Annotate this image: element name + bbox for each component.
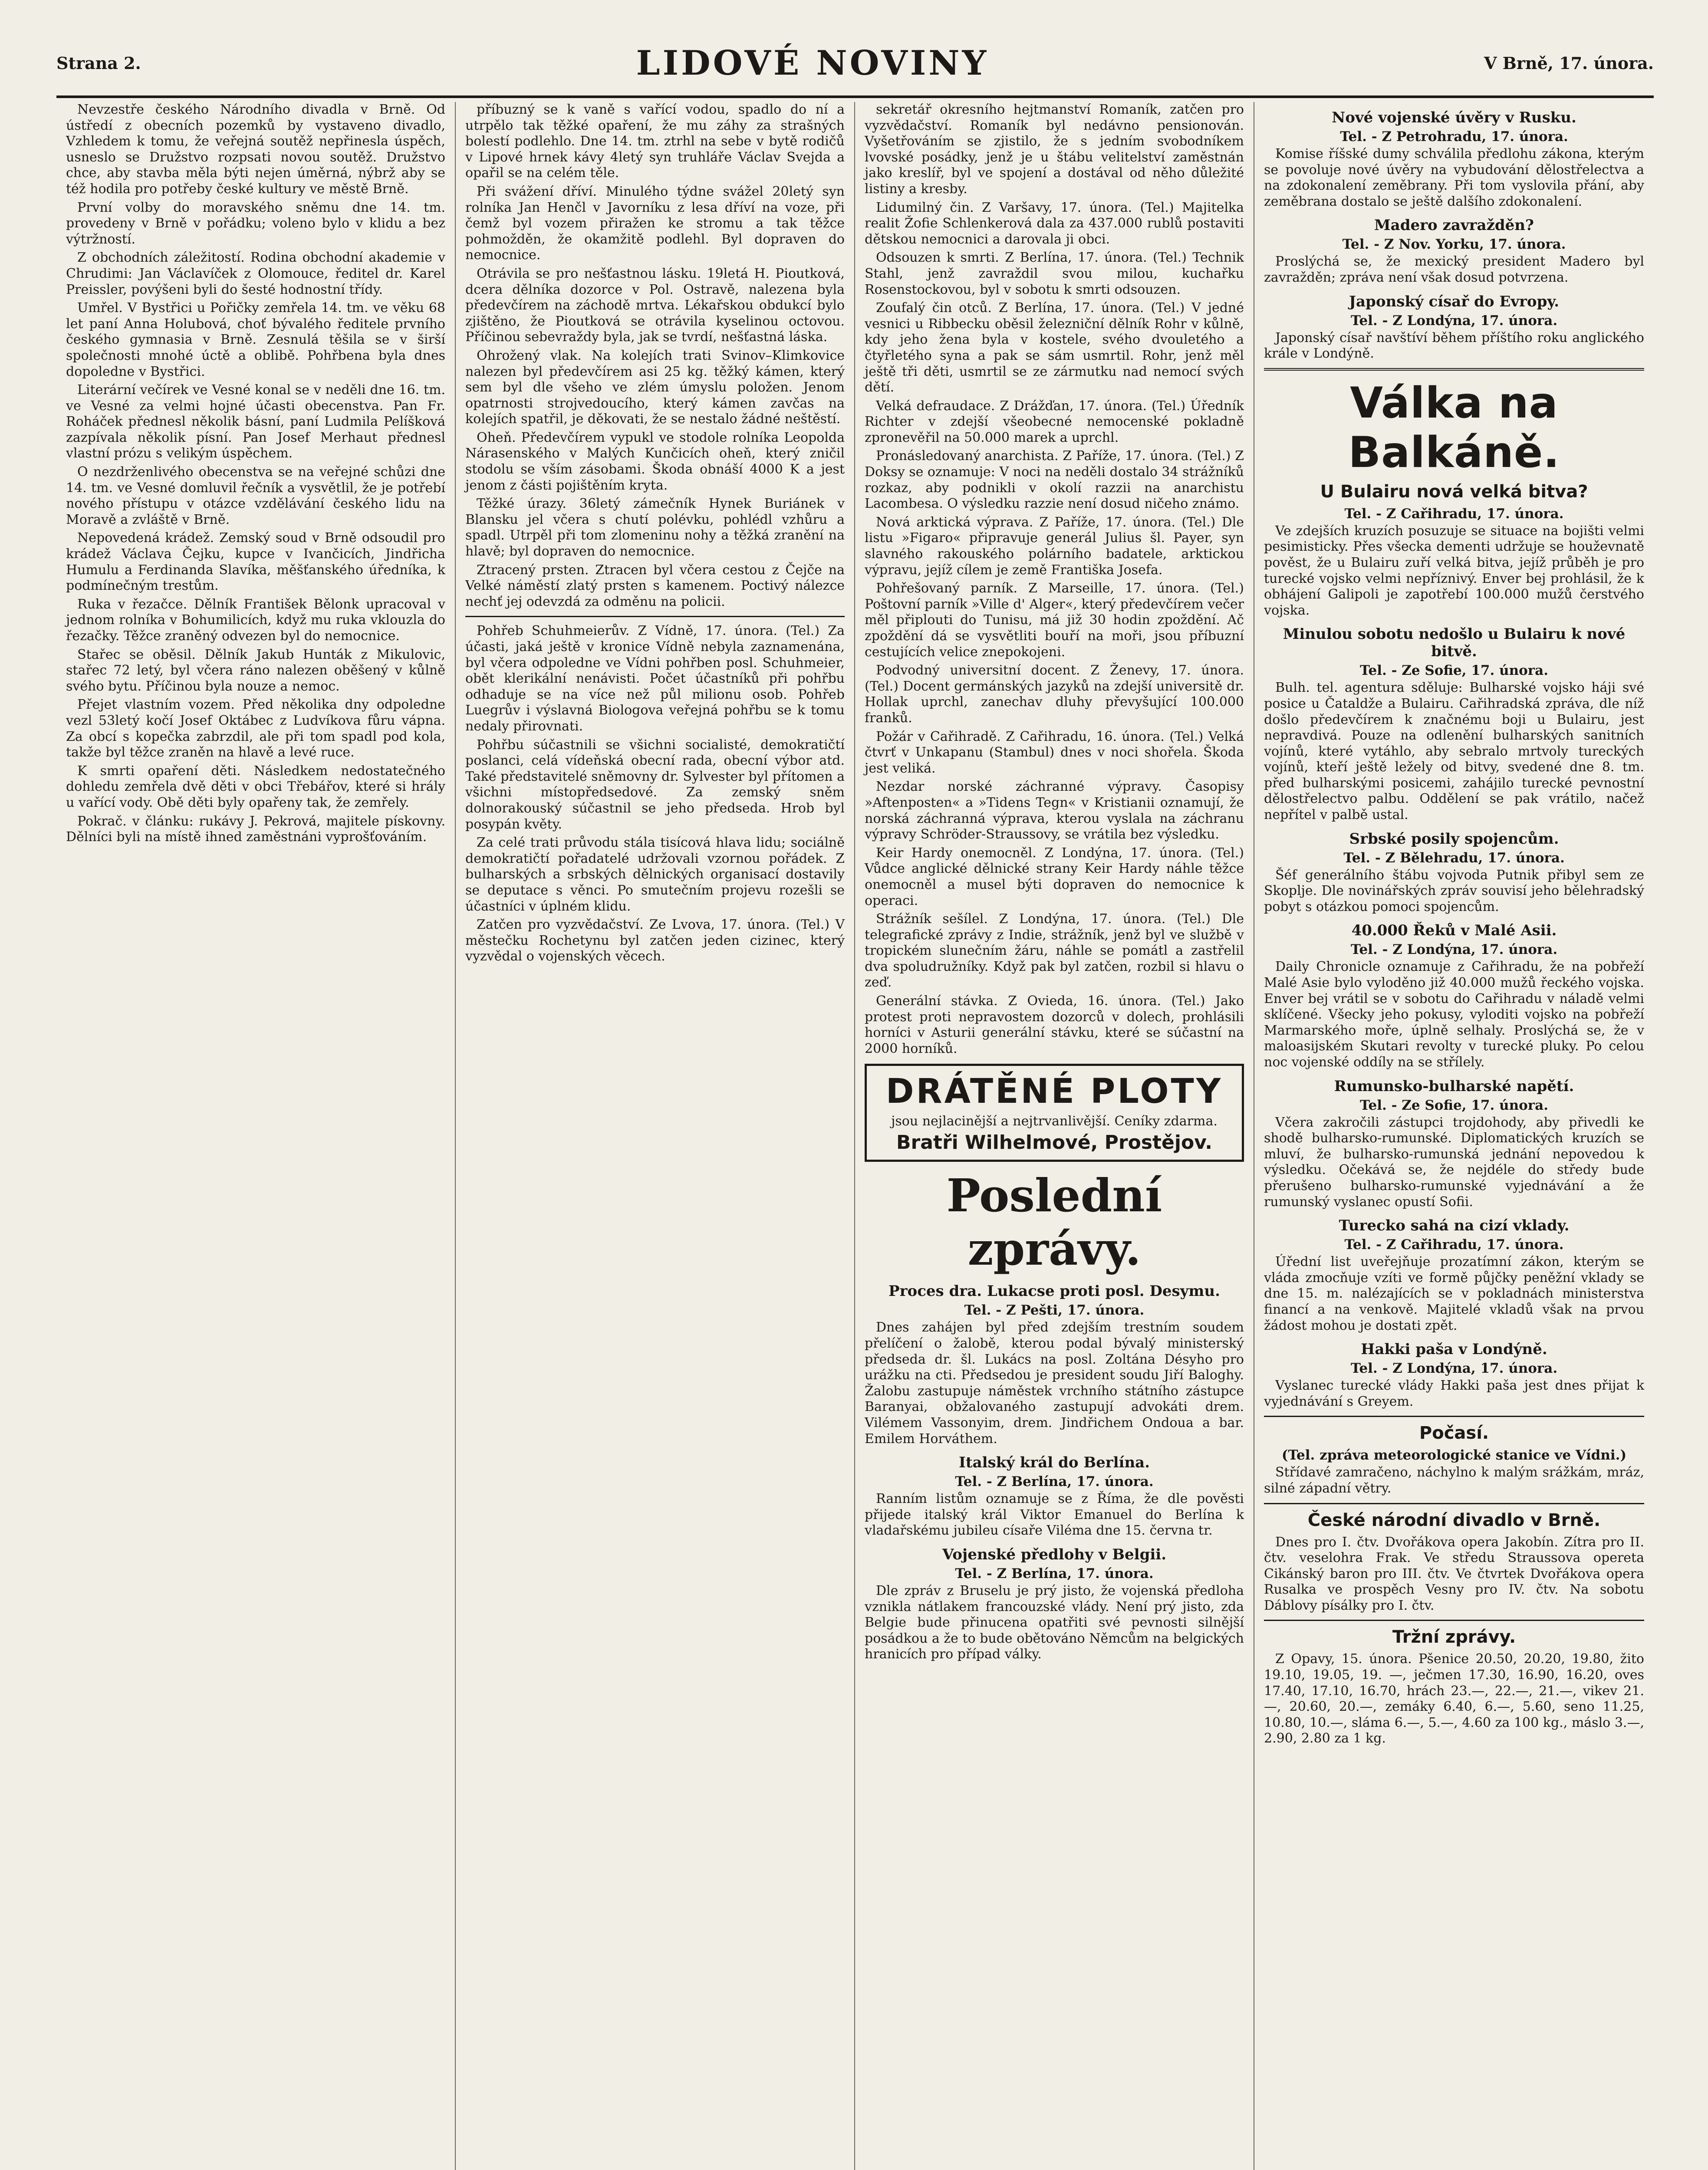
news-text: Ve zdejších kruzích posuzuje se situace na bojišti velmi pesimisticky. Přes všecka dementi udržuje se houževnatě pověst, že u Bulairu zuří velká bitva, jejíž průběh je pro turecké vojsko velmi nepříznivý. Enver bej prohlásil, že k obhájení Galipoli je zapotřebí 100.000 mužů čerstvého vojska. — [1264, 523, 1644, 618]
news-dateline: Tel. - Z Londýna, 17. února. — [1350, 1361, 1558, 1377]
advertisement — [865, 1064, 1244, 1162]
news-dateline: Tel. - Ze Sofie, 17. února. — [1360, 1097, 1548, 1113]
article-paragraph: Nová arktická výprava. Z Paříže, 17. února. (Tel.) Dle listu »Figaro« připravuje generál Julius šl. Payer, syn slavného rakouského polárního badatele, arktickou výpravu, jejíž cílem je země Františka Josefa. — [865, 514, 1244, 578]
article-paragraph: Při svážení dříví. Minulého týdne svážel 20letý syn rolníka Jan Henčl v Javorníku z lesa dříví na voze, při čemž byl vozem přiražen ke stromu a tak těžce pohmožděn, že okamžitě podlehl. Byl dopraven do nemocnice. — [465, 184, 845, 263]
news-heading: Turecko sahá na cizí vklady. — [1339, 1217, 1570, 1235]
column-3 — [855, 102, 1254, 2170]
news-text: Ranním listům oznamuje se z Říma, že dle pověsti přijede italský král Viktor Emanuel do Berlína k vladařskému jubileu císaře Viléma dne 15. června tr. — [865, 1491, 1244, 1539]
article-paragraph: Lidumilný čin. Z Varšavy, 17. února. (Tel.) Majitelka realit Žofie Schlenkerová dala za 437.000 rublů postaviti dětskou nemocnici a darovala ji obci. — [865, 200, 1244, 247]
article-paragraph: Ohrožený vlak. Na kolejích trati Svinov–Klimkovice nalezen byl předevčírem asi 25 kg. těžký kámen, který sem byl dle všeho ve zlém úmyslu položen. Jenom opatrnosti strojvedoucího, který kámen zavčas na kolejích spatřil, je děkovati, že se nestalo žádné neštěstí. — [465, 348, 845, 427]
news-heading: Vojenské předlohy v Belgii. — [942, 1545, 1167, 1563]
article-paragraph: Keir Hardy onemocněl. Z Londýna, 17. února. (Tel.) Vůdce anglické dělnické strany Keir Hardy náhle těžce onemocněl a musel býti dopraven do nemocnice k operaci. — [865, 845, 1244, 908]
article-paragraph: Přejet vlastním vozem. Před několika dny odpoledne vezl 53letý kočí Josef Oktábec z Ludvíkova fůru vápna. Za obcí s kopečka zabrzdil, ale při tom spadl pod kola, takže byl těžce zraněn na hlavě a levé ruce. — [66, 697, 445, 760]
divider — [1264, 368, 1644, 371]
news-text: Šéf generálního štábu vojvoda Putnik přibyl sem ze Skoplje. Dle novinářských zpráv souvisí jeho bělehradský pobyt s otázkou pomoci spojencům. — [1264, 867, 1644, 914]
weather-text: Střídavé zamračeno, náchylno k malým srážkám, mráz, silné západní větry. — [1264, 1465, 1644, 1496]
article-paragraph: Odsouzen k smrti. Z Berlína, 17. února. (Tel.) Technik Stahl, jenž zavraždil svou milou, kuchařku Rosenstockovou, byl v sobotu k smrti odsouzen. — [865, 250, 1244, 297]
news-dateline: Tel. - Z Pešti, 17. února. — [964, 1302, 1145, 1318]
divider — [1264, 1503, 1644, 1504]
article-paragraph: Z obchodních záležitostí. Rodina obchodní akademie v Chrudimi: Jan Václavíček z Olomouce, ředitel dr. Karel Preissler, povýšeni byli do šesté hodnostní třídy. — [66, 250, 445, 297]
theatre-heading: České národní divadlo v Brně. — [1307, 1510, 1601, 1530]
news-dateline: Tel. - Z Bělehradu, 17. února. — [1343, 850, 1565, 866]
theatre-text: Dnes pro I. čtv. Dvořákova opera Jakobín. Zítra pro II. čtv. veselohra Frak. Ve středu Straussova opereta Cikánský baron pro III. čtv. Ve čtvrtek Dvořákova opera Rusalka ve prospěch Vesny pro IV. čtv. Na sobotu Dáblovy písálky pro I. čtv. — [1264, 1534, 1644, 1613]
news-heading: Japonský císař do Evropy. — [1349, 293, 1560, 310]
weather-heading: Počasí. — [1419, 1423, 1489, 1443]
article-paragraph: Nevzestře českého Národního divadla v Brně. Od ústředí z obecních pozemků by vystaveno divadlo, Vzhledem k tomu, že veřejná soutěž nepřinesla úspěch, usneslo se Družstvo rozpsati novou soutěž. Družstvo chce, aby stavba měla býti nejen úměrná, nýbrž aby se též hodila pro potřeby české kultury ve městě Brně. — [66, 102, 445, 197]
article-paragraph: Ztracený prsten. Ztracen byl včera cestou z Čejče na Velké náměstí zlatý prsten s kamenem. Poctivý nálezce nechť jej odevzdá za odměnu na policii. — [465, 562, 845, 609]
column-2 — [456, 102, 855, 2170]
article-paragraph: Za celé trati průvodu stála tisícová hlava lidu; sociálně demokratičtí pořadatelé udržovali vzornou pořádek. Z bulharských a srbských dělnických organisací dostavily se deputace s věnci. Po smutečním projevu rozešli se účastníci v úplném klidu. — [465, 835, 845, 914]
balkan-subheadline: U Bulairu nová velká bitva? — [1320, 481, 1588, 502]
article-paragraph: Pohřbu súčastnili se všichni socialisté, demokratičtí poslanci, celá vídeňská obecní rada, obecní výbor atd. Také představitelé sněmovny dr. Sylvester byl přítomen a všichni místopředsedové. Za zemský sněm dolnorakouský súčastnil se jeho předseda. Hrob byl posypán květy. — [465, 737, 845, 832]
article-paragraph: Otrávila se pro nešťastnou lásku. 19letá H. Pioutková, dcera dělníka dozorce v Pol. Ostravě, nalezena byla předevčírem na záchodě mrtva. Lékařskou obdukcí bylo zjištěno, že Pioutková se otrávila kyselinou octovou. Příčinou sebevraždy byla, jak se tvrdí, nešťastná láska. — [465, 266, 845, 345]
news-dateline: Tel. - Z Cařihradu, 17. února. — [1344, 506, 1564, 522]
news-text: Dnes zahájen byl před zdejším trestním soudem přelíčení o žalobě, kterou podal bývalý ministerský předseda dr. šl. Lukács na posl. Zoltána Désyho pro urážku na cti. Předsedou je president soudu Jiří Baloghy. Žalobu zastupuje náměstek vrchního státního zástupce Baranyai, obžalovaného zastupují advokáti drem. Vilémem Vassonyim, drem. Jindřichem Ondoua a bar. Emilem Horváthem. — [865, 1320, 1244, 1447]
divider — [1264, 1416, 1644, 1417]
news-heading: Rumunsko-bulharské napětí. — [1334, 1077, 1574, 1095]
column-1 — [56, 102, 456, 2170]
weather-source: (Tel. zpráva meteorologické stanice ve Vídni.) — [1281, 1447, 1627, 1463]
article-paragraph: Zatčen pro vyzvědačství. Ze Lvova, 17. února. (Tel.) V městečku Rochetynu byl zatčen jeden cizinec, který vyzvědal o vojenských věcech. — [465, 917, 845, 964]
article-paragraph: Pohřešovaný parník. Z Marseille, 17. února. (Tel.) Poštovní parník »Ville d' Alger«, který předevčírem večer měl připlouti do Tunisu, má již 30 hodin zpoždění. Ač zpoždění dá se vysvětliti bouří na moři, jsou příbuzní cestujících velice znepokojeni. — [865, 581, 1244, 660]
news-text: Daily Chronicle oznamuje z Cařihradu, že na pobřeží Malé Asie bylo vyloděno již 40.000 mužů řeckého vojska. Enver bej vrátil se v sobotu do Cařihradu v náladě velmi sklíčené. Všecky jeho pokusy, vyloditi vojsko na pobřeží Marmarského moře, úplně selhaly. Proslýchá se, že v maloasijském Skutari revolty v turecké pluky. Po celou noc vojenské oddíly na se střílely. — [1264, 959, 1644, 1070]
divider — [1264, 1620, 1644, 1621]
article-paragraph: Literární večírek ve Vesné konal se v neděli dne 16. tm. ve Vesné za velmi hojné účasti obecenstva. Pan Fr. Roháček přednesl několik básní, paní Ludmila Pelíšková zazpívala několik písní. Pan Josef Merhaut přednesl vlastní prózu s velikým úspěchem. — [66, 382, 445, 461]
news-dateline: Tel. - Z Petrohradu, 17. února. — [1340, 129, 1568, 145]
balkan-war-headline: Válka na Balkáně. — [1348, 378, 1560, 477]
article-paragraph: sekretář okresního hejtmanství Romaník, zatčen pro vyzvědačství. Romaník byl nedávno pensionován. Vyšetřováním se zjistilo, že s jedním svobodníkem lvovské posádky, jenž je u štábu velitelství zaměstnán jako kreslíř, byl ve spojení a dostával od něho důležité listiny a kresby. — [865, 102, 1244, 197]
article-paragraph: O nezdrženlivého obecenstva se na veřejné schůzi dne 14. tm. ve Vesné domluvil řečník a vysvětlil, že je potřebí nového přístupu v otázce vzdělávání českého lidu na Moravě a zvláště v Brně. — [66, 464, 445, 527]
article-paragraph: Pronásledovaný anarchista. Z Paříže, 17. února. (Tel.) Z Doksy se oznamuje: V noci na neděli dostalo 34 strážníků rozkaz, aby podnikli v okolí razzii na anarchistu Lacombesa. O výsledku razzie není dosud ničeho známo. — [865, 448, 1244, 512]
news-heading: Madero zavražděn? — [1374, 217, 1534, 234]
article-paragraph: První volby do moravského sněmu dne 14. tm. provedeny v Brně v pořádku; voleno bylo v klidu a bez výtržností. — [66, 200, 445, 247]
news-text: Úřední list uveřejňuje prozatímní zákon, kterým se vláda zmocňuje vzíti ve formě půjčky peněžní vklady se dne 15. m. nalézajících se v pokladnách ministerstva financí a na venkově. Majitelé vkladů však na prvou žádost mohou je dostati zpět. — [1264, 1254, 1644, 1333]
news-heading: Minulou sobotu nedošlo u Bulairu k nové bitvě. — [1283, 625, 1626, 661]
ad-firm: Bratři Wilhelmové, Prostějov. — [896, 1131, 1212, 1154]
news-dateline: Tel. - Ze Sofie, 17. února. — [1360, 663, 1548, 679]
issue-date: V Brně, 17. února. — [1484, 53, 1654, 73]
article-paragraph: Nepovedená krádež. Zemský soud v Brně odsoudil pro krádež Václava Čejku, kupce v Ivančicích, Jindřicha Humulu a Ferdinanda Slavíka, měšťanského úředníka, k podmínečným trestům. — [66, 530, 445, 594]
newspaper-title: LIDOVÉ NOVINY — [636, 43, 989, 83]
column-4 — [1254, 102, 1654, 2170]
article-paragraph: Strážník sešílel. Z Londýna, 17. února. (Tel.) Dle telegrafické zprávy z Indie, strážník, jenž byl ve službě v tropickém slunečním žáru, náhle se pomátl a zastřelil dva spoludružníky. Když pak byl zatčen, rozbil si hlavu o zeď. — [865, 911, 1244, 990]
ad-title: DRÁTĚNÉ PLOTY — [885, 1072, 1223, 1111]
news-dateline: Tel. - Z Berlína, 17. února. — [955, 1474, 1154, 1490]
news-text: Komise říšské dumy schválila předlohu zákona, kterým se povoluje nové úvěry na vybudování dělostřelectva a na zdokonalení zeměbrany. Při tom vyslovila přání, aby zeměbrana dostalo se ještě dalšího zdokonalení. — [1264, 146, 1644, 209]
news-dateline: Tel. - Z Berlína, 17. února. — [955, 1565, 1154, 1581]
article-paragraph: Oheň. Předevčírem vypukl ve stodole rolníka Leopolda Nárasenského v Malých Kunčicích oheň, který zničil stodolu se vším zásobami. Škoda obnáší 4000 K a jest jenom z části pojištěním kryta. — [465, 430, 845, 493]
masthead — [56, 30, 1654, 98]
article-paragraph: Pohřeb Schuhmeierův. Z Vídně, 17. února. (Tel.) Za účasti, jaká ještě v kronice Vídně nebyla zaznamenána, byl včera odpoledne ve Vídni pohřben posl. Schuhmeier, obět klerikální nenávisti. Počet účastníků při pohřbu odhaduje se na více než půl milionu osob. Pohřeb Luegrův i výslavná Biologova veřejná pohřbu se k tomu nedaly přirovnati. — [465, 623, 845, 734]
article-paragraph: Požár v Cařihradě. Z Cařihradu, 16. února. (Tel.) Velká čtvrť v Unkapanu (Stambul) dnes v noci shořela. Škoda jest veliká. — [865, 729, 1244, 776]
last-news-title: Poslední zprávy. — [946, 1169, 1162, 1276]
news-dateline: Tel. - Z Cařihradu, 17. února. — [1344, 1237, 1564, 1253]
news-text: Proslýchá se, že mexický president Madero byl zavražděn; zpráva není však dosud potvrzena. — [1264, 254, 1644, 285]
article-paragraph: Nezdar norské záchranné výpravy. Časopisy »Aftenposten« a »Tidens Tegn« v Kristianii oznamují, že norská záchranná výprava, kterou vyslala na záchranu výpravy Schröder-Straussovy, se vrátila bez výsledku. — [865, 779, 1244, 842]
market-heading: Tržní zprávy. — [1392, 1627, 1516, 1647]
news-heading: Nové vojenské úvěry v Rusku. — [1332, 109, 1576, 126]
divider — [465, 616, 845, 617]
columns — [56, 102, 1654, 2170]
news-dateline: Tel. - Z Londýna, 17. února. — [1350, 942, 1558, 958]
news-heading: 40.000 Řeků v Malé Asii. — [1351, 922, 1557, 940]
news-heading: Proces dra. Lukacse proti posl. Desymu. — [889, 1282, 1220, 1300]
page-number: Strana 2. — [56, 53, 141, 73]
market-text: Z Opavy, 15. února. Pšenice 20.50, 20.20, 19.80, žito 19.10, 19.05, 19. —, ječmen 17.30, 16.90, 16.20, oves 17.40, 17.10, 16.70, hrách 23.—, 22.—, 21.—, vikev 21.—, 20.60, 20.—, zemáky 6.40, 6.—, 5.60, seno 11.25, 10.80, 10.—, sláma 6.—, 5.—, 4.60 za 100 kg., máslo 3.—, 2.90, 2.80 za 1 kg. — [1264, 1651, 1644, 1746]
article-paragraph: Ruka v řezačce. Dělník František Bělonk upracoval v jednom rolníka v Bohumilicích, když mu ruka vklouzla do řezačky. Těžce zraněný odvezen byl do nemocnice. — [66, 596, 445, 644]
article-paragraph: Zoufalý čin otců. Z Berlína, 17. února. (Tel.) V jedné vesnici u Ribbecku oběsil železniční dělník Rohr v kůlně, kdy jeho žena byla v kostele, svého dvouletého a čtyřletého syna a pak se sám usmrtil. Rohr, jenž měl ještě tři děti, usmrtil se ze zármutku nad nemocí svých dětí. — [865, 300, 1244, 395]
news-text: Dle zpráv z Bruselu je prý jisto, že vojenská předloha vznikla nátlakem francouzské vlády. Není prý jisto, zda Belgie bude přinucena opatřiti své pevnosti silnější posádkou a že to bude obětováno Němcům na belgických hranicích pro případ války. — [865, 1583, 1244, 1662]
news-heading: Srbské posily spojencům. — [1349, 830, 1559, 848]
article-paragraph: Těžké úrazy. 36letý zámečník Hynek Buriánek v Blansku jel včera s chutí polévku, pohlédl vzhůru a spadl. Utrpěl při tom zlomeninu nohy a těžká zranění na hlavě; byl dopraven do nemocnice. — [465, 496, 845, 559]
article-paragraph: Stařec se oběsil. Dělník Jakub Hunták z Mikulovic, stařec 72 letý, byl včera ráno nalezen oběšený v kůlně svého bytu. Příčinou byla nouze a nemoc. — [66, 647, 445, 694]
article-paragraph: příbuzný se k vaně s vařící vodou, spadlo do ní a utrpělo tak těžké opaření, že mu záhy za strašných bolestí podlehlo. Dne 14. tm. ztrhl na sebe v bytě rodičů v Lipové hrnek kávy 4letý syn truhláře Václav Svejda a opařil se na celém těle. — [465, 102, 845, 181]
article-paragraph: K smrti opaření děti. Následkem nedostatečného dohledu zemřela dvě děti v obci Třebářov, které si hrály u vařící vody. Obě děti byly opařeny tak, že zemřely. — [66, 763, 445, 810]
article-paragraph: Velká defraudace. Z Drážďan, 17. února. (Tel.) Úředník Richter v zdejší všeobecné nemocenské pokladně zpronevěřil na 50.000 marek a uprchl. — [865, 398, 1244, 445]
article-paragraph: Podvodný universitní docent. Z Ženevy, 17. února. (Tel.) Docent germánských jazyků na zdejší universitě dr. Hollak uprchl, zanechav dluhy převyšující 100.000 franků. — [865, 663, 1244, 726]
news-text: Bulh. tel. agentura sděluje: Bulharské vojsko háji své posice u Čataldže a Bulairu. Cařihradská zpráva, dle níž došlo předevčírem k značnému boji u Bulairu, jest nepravdivá. Pouze na odlenění bulharských sanitních vojínů, které vytáhlo, aby sebralo mrtvoly tureckých vojínů, kteří ještě ležely od bitvy, svedené dne 8. tm. před bulharskými posicemi, zahájilo turecké pevnostní dělostřelectvo palbu. Oddělení se pak vrátilo, načež nepřítel v palbě ustal. — [1264, 680, 1644, 823]
ad-subtitle: jsou nejlacinější a nejtrvanlivější. Ceníky zdarma. — [891, 1114, 1218, 1129]
news-dateline: Tel. - Z Londýna, 17. února. — [1350, 312, 1558, 329]
article-paragraph: Generální stávka. Z Ovieda, 16. února. (Tel.) Jako protest proti nepravostem dozorců v dolech, prohlásili horníci v Asturii generální stávku, které se súčastní na 2000 horníků. — [865, 993, 1244, 1056]
news-heading: Hakki paša v Londýně. — [1361, 1341, 1547, 1358]
article-paragraph: Pokrač. v článku: rukávy J. Pekrová, majitele pískovny. Dělníci byli na místě ihned zaměstnáni vyprošťováním. — [66, 813, 445, 845]
news-heading: Italský král do Berlína. — [958, 1454, 1150, 1472]
article-paragraph: Umřel. V Bystřici u Pořičky zemřela 14. tm. ve věku 68 let paní Anna Holubová, choť bývalého ředitele prvního českého gymnasia v Brně. Zesnulá těšila se v širší společnosti mnohé úctě a oblibě. Pohřbena byla dnes dopoledne v Bystřici. — [66, 300, 445, 379]
news-text: Vyslanec turecké vlády Hakki paša jest dnes přijat k vyjednávání s Greyem. — [1264, 1378, 1644, 1409]
news-text: Japonský císař navštíví během příštího roku anglického krále v Londýně. — [1264, 330, 1644, 362]
news-text: Včera zakročili zástupci trojdohody, aby přivedli ke shodě bulharsko-rumunské. Diplomatických kruzích se mluví, že bulharsko-rumunská jednání nepovedou k výsledku. Očekává se, že nejdéle do středy bude přerušeno bulharsko-rumunské vyjednávání a že rumunský vyslanec opustí Sofii. — [1264, 1115, 1644, 1210]
news-dateline: Tel. - Z Nov. Yorku, 17. února. — [1342, 237, 1566, 253]
